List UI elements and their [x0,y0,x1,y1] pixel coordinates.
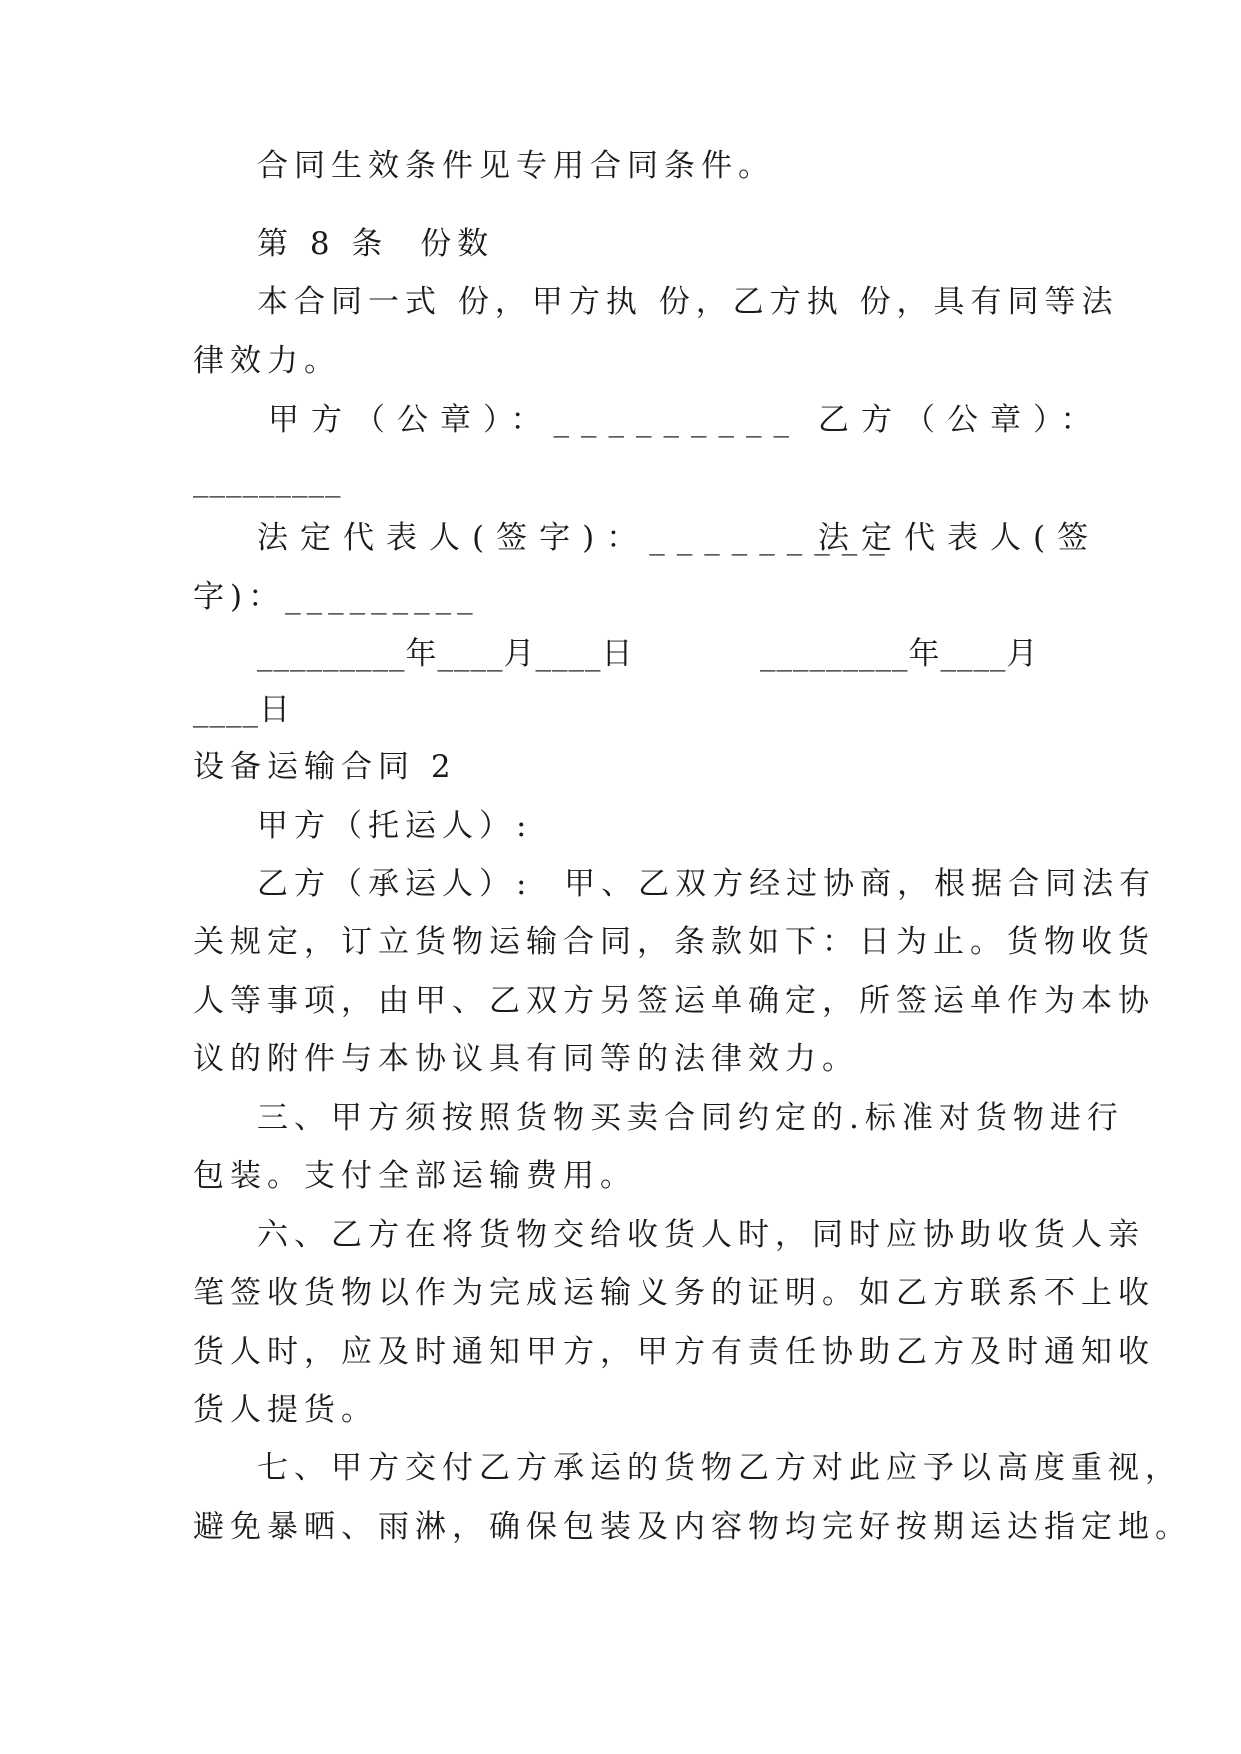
clause-6-line-4: 货人提货。 [193,1392,378,1428]
agreement-paragraph-line-2: 关规定，订立货物运输合同，条款如下：日为止。货物收货 [193,924,1155,960]
agreement-paragraph-line-4: 议的附件与本协议具有同等的法律效力。 [193,1041,859,1077]
party-b-seal-label: 乙方（公章）： [818,402,1104,438]
party-b-representative-label: 法定代表人(签 [818,520,1101,556]
agreement-paragraph-line-3: 人等事项，由甲、乙双方另签运单确定，所签运单作为本协 [193,983,1155,1019]
clause-6-line-2: 笔签收货物以作为完成运输义务的证明。如乙方联系不上收 [193,1275,1155,1311]
party-a-consignor: 甲方（托运人）: [257,808,533,844]
clause-3-line-2: 包装。支付全部运输费用。 [193,1158,637,1194]
copies-paragraph-line-2: 律效力。 [193,343,341,379]
party-b-representative-blank: 字)：_________ [193,579,479,615]
article-8-heading: 第 8 条 份数 [257,226,495,262]
section-title-contract-2: 设备运输合同 2 [193,749,457,785]
agreement-paragraph-line-1: 乙方（承运人）: 甲、乙双方经过协商，根据合同法有 [257,866,1157,902]
clause-3-line-1: 三、甲方须按照货物买卖合同约定的.标准对货物进行 [257,1100,1124,1136]
party-b-date-day: ____日 [193,692,291,728]
party-a-representative-field: 法定代表人(签字)：_________ [257,520,897,556]
copies-paragraph-line-1: 本合同一式 份，甲方执 份，乙方执 份，具有同等法 [257,284,1119,320]
party-b-date-field: _________年____月 [760,636,1039,672]
clause-6-line-3: 货人时，应及时通知甲方，甲方有责任协助乙方及时通知收 [193,1334,1155,1370]
party-a-date-field: _________年____月____日 [257,636,634,672]
party-a-seal-field: 甲方（公章）：_________ [268,402,801,438]
effective-conditions-line: 合同生效条件见专用合同条件。 [257,148,775,184]
clause-7-line-2: 避免暴晒、雨淋，确保包装及内容物均完好按期运达指定地。 [193,1509,1192,1545]
party-b-seal-blank: _________ [193,462,342,498]
clause-6-line-1: 六、乙方在将货物交给收货人时，同时应协助收货人亲 [257,1217,1145,1253]
clause-7-line-1: 七、甲方交付乙方承运的货物乙方对此应予以高度重视， [257,1450,1182,1486]
